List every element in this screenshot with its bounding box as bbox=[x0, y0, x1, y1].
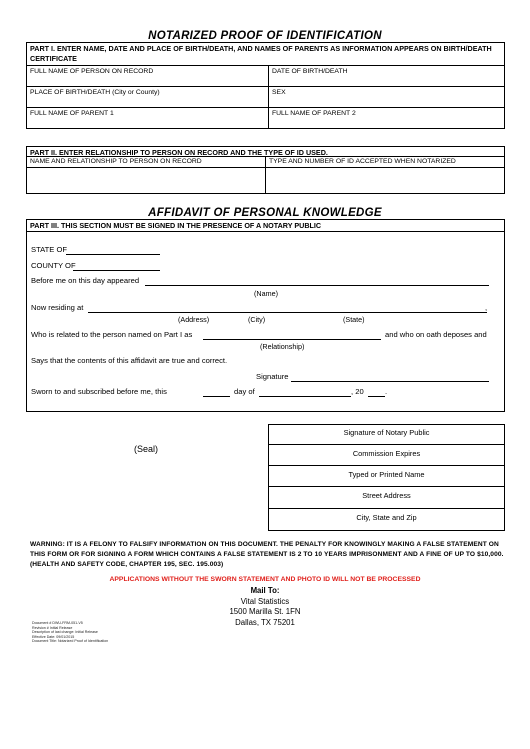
notary-box bbox=[268, 424, 505, 531]
affiant-signature-input[interactable] bbox=[291, 372, 489, 382]
city-caption: (City) bbox=[248, 315, 266, 324]
divider bbox=[268, 465, 505, 466]
notary-signature-label: Signature of Notary Public bbox=[343, 428, 430, 437]
comma-mark: , bbox=[485, 303, 488, 312]
id-type-label: TYPE AND NUMBER OF ID ACCEPTED WHEN NOTARIZED bbox=[269, 158, 456, 165]
place-of-birth-field[interactable] bbox=[27, 87, 267, 107]
period-mark: . bbox=[385, 387, 388, 396]
signature-label: Signature bbox=[256, 372, 289, 381]
felony-warning: WARNING: IT IS A FELONY TO FALSIFY INFORMATION ON THIS DOCUMENT. THE PENALTY FOR KNOWINGLY MAKING A FALSE STATEMENT ON THIS FORM OR FOR SIGNING A FORM WHICH CONTAINS A FALSE STATEMENT IS 2 TO 10 YEARS IMPRISONMENT AND A FINE OF UP TO $10,000. (HEALTH AND SAFETY CODE, CHAPTER 195, SEC. 195.003) bbox=[30, 541, 504, 568]
doc-number: Document # DWU-FRM-051-V5 bbox=[32, 621, 83, 625]
name-caption: (Name) bbox=[254, 289, 278, 298]
county-of-label: COUNTY OF bbox=[31, 261, 76, 270]
id-type-field[interactable] bbox=[266, 157, 504, 193]
full-name-label: FULL NAME OF PERSON ON RECORD bbox=[30, 68, 154, 75]
divider bbox=[268, 486, 505, 487]
date-of-birth-field[interactable] bbox=[269, 66, 504, 86]
form-title: NOTARIZED PROOF OF IDENTIFICATION bbox=[148, 30, 382, 42]
sworn-label: Sworn to and subscribed before me, this bbox=[31, 387, 167, 396]
before-me-label: Before me on this day appeared bbox=[31, 276, 140, 285]
mail-line1: Vital Statistics bbox=[240, 596, 290, 606]
state-of-input[interactable] bbox=[66, 245, 160, 255]
relationship-input[interactable] bbox=[203, 330, 381, 340]
parent2-field[interactable] bbox=[269, 108, 504, 128]
applications-notice: APPLICATIONS WITHOUT THE SWORN STATEMENT AND PHOTO ID WILL NOT BE PROCESSED bbox=[109, 576, 421, 583]
doc-effective-date: Effective Date: 09/01/2015 bbox=[32, 634, 75, 639]
sworn-year-input[interactable] bbox=[368, 387, 388, 397]
sex-label: SEX bbox=[272, 89, 286, 96]
state-caption: (State) bbox=[343, 315, 365, 324]
part2-header: PART II. ENTER RELATIONSHIP TO PERSON ON RECORD AND THE TYPE OF ID USED. bbox=[30, 148, 328, 157]
appeared-name-input[interactable] bbox=[145, 276, 489, 286]
county-of-input[interactable] bbox=[73, 261, 160, 271]
typed-name-label: Typed or Printed Name bbox=[348, 470, 425, 479]
mail-to-heading: Mail To: bbox=[250, 586, 280, 595]
name-relationship-label: NAME AND RELATIONSHIP TO PERSON ON RECORD bbox=[30, 158, 202, 165]
parent1-label: FULL NAME OF PARENT 1 bbox=[30, 110, 114, 117]
sworn-day-input[interactable] bbox=[203, 387, 230, 397]
mail-line2: 1500 Marilla St. 1FN bbox=[229, 607, 301, 616]
sex-field[interactable] bbox=[269, 87, 504, 107]
place-of-birth-label: PLACE OF BIRTH/DEATH (City or County) bbox=[30, 89, 160, 96]
document-meta bbox=[32, 621, 108, 644]
residing-address-input[interactable] bbox=[88, 303, 487, 313]
part1-header: PART I. ENTER NAME, DATE AND PLACE OF BIRTH/DEATH, AND NAMES OF PARENTS AS INFORMATION APPEARS ON BIRTH/DEATH CERTIFICATE bbox=[30, 44, 492, 63]
state-of-label: STATE OF bbox=[31, 245, 67, 254]
year-prefix-label: , 20 bbox=[351, 387, 364, 396]
date-of-birth-label: DATE OF BIRTH/DEATH bbox=[272, 68, 348, 75]
doc-title: Document Title: Notarized Proof of Identification bbox=[32, 639, 109, 644]
related-to-label: Who is related to the person named on Part I as bbox=[31, 330, 193, 339]
divider bbox=[26, 231, 505, 232]
part3-header: PART III. THIS SECTION MUST BE SIGNED IN THE PRESENCE OF A NOTARY PUBLIC bbox=[30, 221, 322, 230]
now-residing-label: Now residing at bbox=[31, 303, 84, 312]
relationship-caption: (Relationship) bbox=[260, 342, 305, 351]
says-text: Says that the contents of this affidavit are true and correct. bbox=[31, 356, 228, 365]
name-relationship-field[interactable] bbox=[27, 157, 264, 193]
divider bbox=[268, 444, 505, 445]
parent1-field[interactable] bbox=[27, 108, 267, 128]
commission-expires-label: Commission Expires bbox=[352, 449, 421, 458]
seal-label: (Seal) bbox=[134, 444, 159, 454]
city-state-zip-label: City, State and Zip bbox=[356, 513, 417, 522]
street-address-label: Street Address bbox=[362, 491, 411, 500]
day-of-label: day of bbox=[234, 387, 255, 396]
oath-label: and who on oath deposes and bbox=[385, 330, 487, 339]
full-name-field[interactable] bbox=[27, 66, 267, 86]
parent2-label: FULL NAME OF PARENT 2 bbox=[272, 110, 356, 117]
address-caption: (Address) bbox=[178, 315, 210, 324]
divider bbox=[268, 508, 505, 509]
affidavit-title: AFFIDAVIT OF PERSONAL KNOWLEDGE bbox=[148, 207, 382, 219]
doc-revision: Revision # Initial Release bbox=[32, 625, 73, 630]
doc-last-change: Description of last change: Initial Release bbox=[32, 630, 98, 635]
sworn-month-input[interactable] bbox=[259, 387, 351, 397]
mail-line3: Dallas, TX 75201 bbox=[235, 617, 295, 627]
